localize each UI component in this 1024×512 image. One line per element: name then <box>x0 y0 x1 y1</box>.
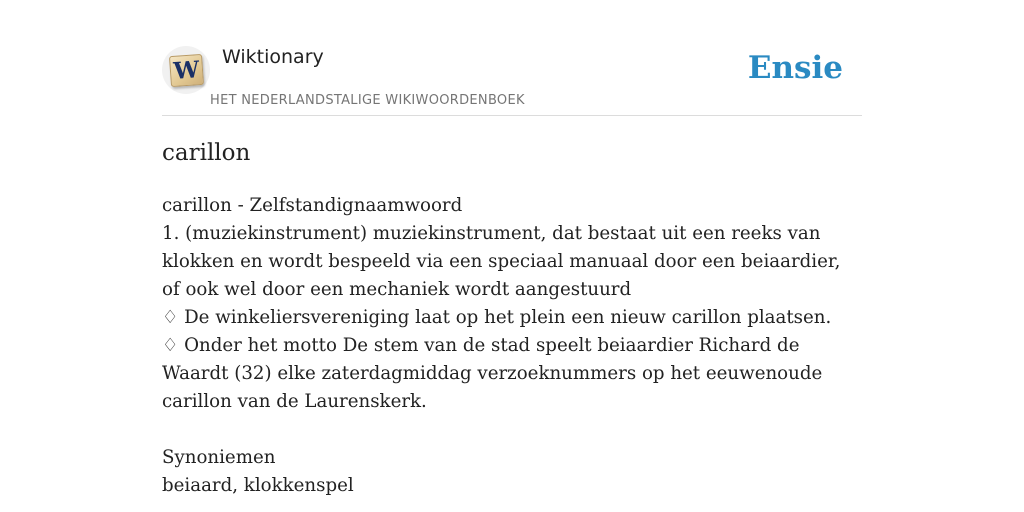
ensie-brand-logo[interactable]: Ensie <box>747 50 843 86</box>
spacer <box>162 416 862 444</box>
synonyms-list: beiaard, klokkenspel <box>162 475 354 496</box>
example-sentence: ♢ De winkeliersvereniging laat op het plein een nieuw carillon plaatsen. <box>162 307 832 328</box>
wiktionary-logo-icon[interactable] <box>162 46 210 94</box>
logo-tile <box>169 54 204 87</box>
example-sentence: ♢ Onder het motto De stem van de stad speelt beiaardier Richard de Waardt (32) elke zaterdagmiddag verzoeknummers op het eeuwenoude carillon van de Laurenskerk. <box>162 335 823 412</box>
word-class: carillon - Zelfstandignaamwoord <box>162 195 463 216</box>
page <box>162 0 862 512</box>
logo-letter: W <box>172 56 201 85</box>
entry-body <box>162 192 862 500</box>
synonyms-heading: Synoniemen <box>162 447 276 468</box>
site-header <box>162 0 862 116</box>
page-title: carillon <box>162 140 251 166</box>
site-tagline: HET NEDERLANDSTALIGE WIKIWOORDENBOEK <box>210 93 525 108</box>
definition: 1. (muziekinstrument) muziekinstrument, dat bestaat uit een reeks van klokken en wordt bespeeld via een speciaal manuaal door een beiaardier, of ook wel door een mechaniek wordt aangestuurd <box>162 223 841 300</box>
site-name[interactable]: Wiktionary <box>222 46 324 68</box>
